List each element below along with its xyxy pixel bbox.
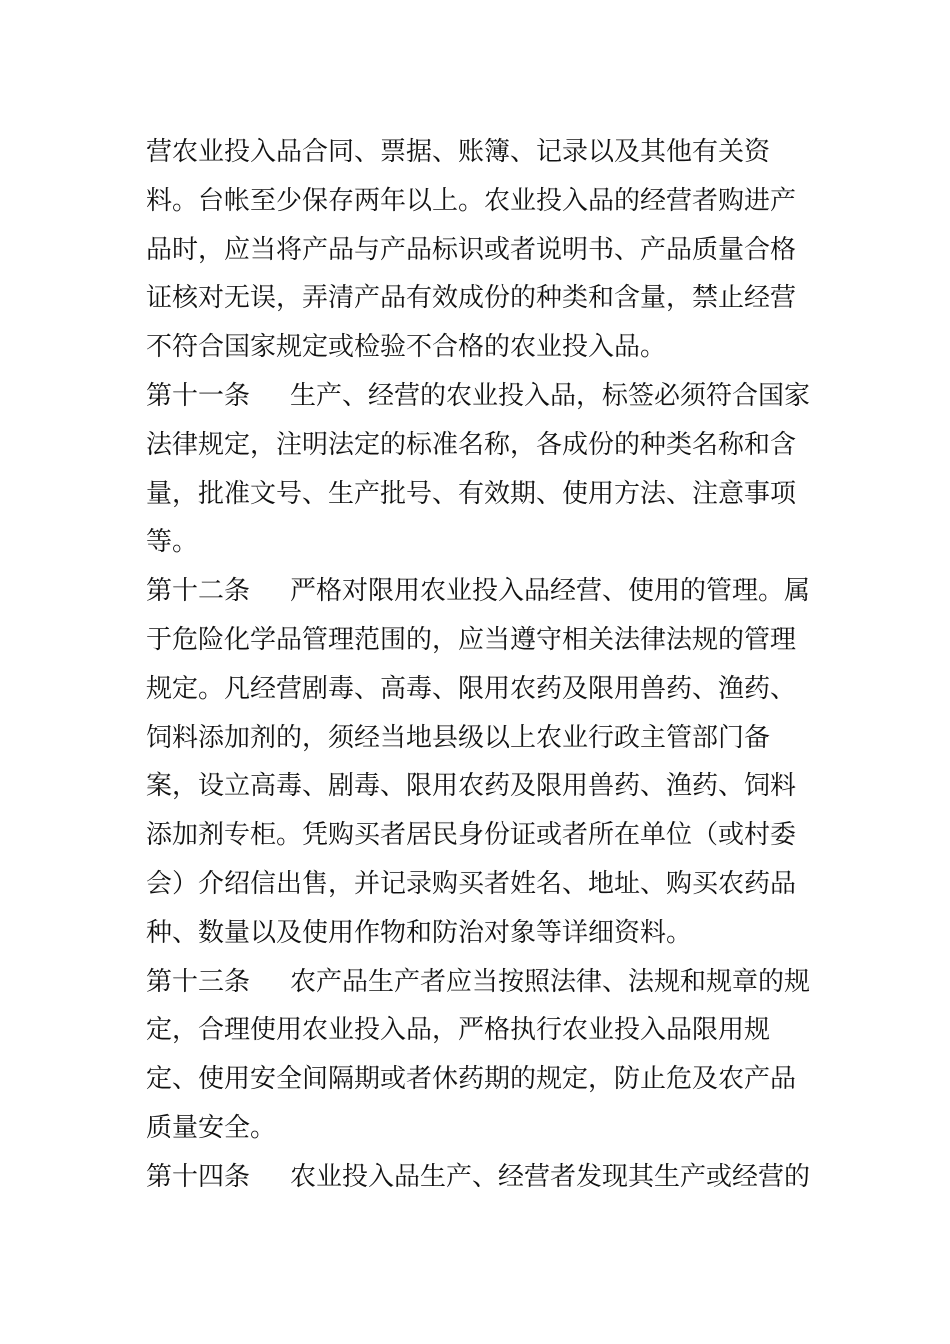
text-line: 不符合国家规定或检验不合格的农业投入品。 [146, 332, 667, 363]
article-text: 农业投入品生产、经营者发现其生产或经营的 [290, 1161, 811, 1192]
document-body [146, 128, 816, 1202]
text-line: 定，合理使用农业投入品，严格执行农业投入品限用规 [146, 1015, 771, 1046]
text-line: 种、数量以及使用作物和防治对象等详细资料。 [146, 917, 693, 948]
text-line: 于危险化学品管理范围的，应当遵守相关法律法规的管理 [146, 624, 797, 655]
article-13 [146, 958, 816, 1153]
text-line: 证核对无误，弄清产品有效成份的种类和含量，禁止经营 [146, 283, 797, 314]
text-line: 等。 [146, 527, 199, 558]
article-heading: 第十一条 [146, 380, 251, 411]
article-11 [146, 372, 816, 567]
text-line: 规定。凡经营剧毒、高毒、限用农药及限用兽药、渔药、 [146, 673, 797, 704]
article-heading: 第十四条 [146, 1161, 251, 1192]
article-12 [146, 567, 816, 957]
article-first-line [146, 372, 816, 421]
article-heading: 第十二条 [146, 576, 251, 607]
paragraph-continuation [146, 128, 816, 372]
text-line: 营农业投入品合同、票据、账簿、记录以及其他有关资 [146, 137, 771, 167]
article-text: 严格对限用农业投入品经营、使用的管理。属 [290, 576, 811, 607]
text-line: 量，批准文号、生产批号、有效期、使用方法、注意事项 [146, 478, 797, 509]
text-line: 定、使用安全间隔期或者休药期的规定，防止危及农产品 [146, 1064, 797, 1095]
text-line: 案，设立高毒、剧毒、限用农药及限用兽药、渔药、饲料 [146, 771, 797, 802]
article-first-line [146, 567, 816, 616]
article-14 [146, 1153, 816, 1202]
article-text: 农产品生产者应当按照法律、法规和规章的规 [290, 966, 811, 997]
article-first-line [146, 1153, 816, 1202]
text-line: 质量安全。 [146, 1112, 277, 1143]
article-first-line [146, 958, 816, 1007]
text-line: 添加剂专柜。凭购买者居民身份证或者所在单位（或村委 [146, 820, 797, 851]
text-line: 品时，应当将产品与产品标识或者说明书、产品质量合格 [146, 234, 797, 265]
text-line: 饲料添加剂的，须经当地县级以上农业行政主管部门备 [146, 722, 771, 753]
article-text: 生产、经营的农业投入品，标签必须符合国家 [290, 380, 811, 411]
article-heading: 第十三条 [146, 966, 251, 997]
text-line: 法律规定，注明法定的标准名称，各成份的种类名称和含 [146, 429, 797, 460]
text-line: 会）介绍信出售，并记录购买者姓名、地址、购买农药品 [146, 868, 797, 899]
text-line: 料。台帐至少保存两年以上。农业投入品的经营者购进产 [146, 185, 797, 216]
